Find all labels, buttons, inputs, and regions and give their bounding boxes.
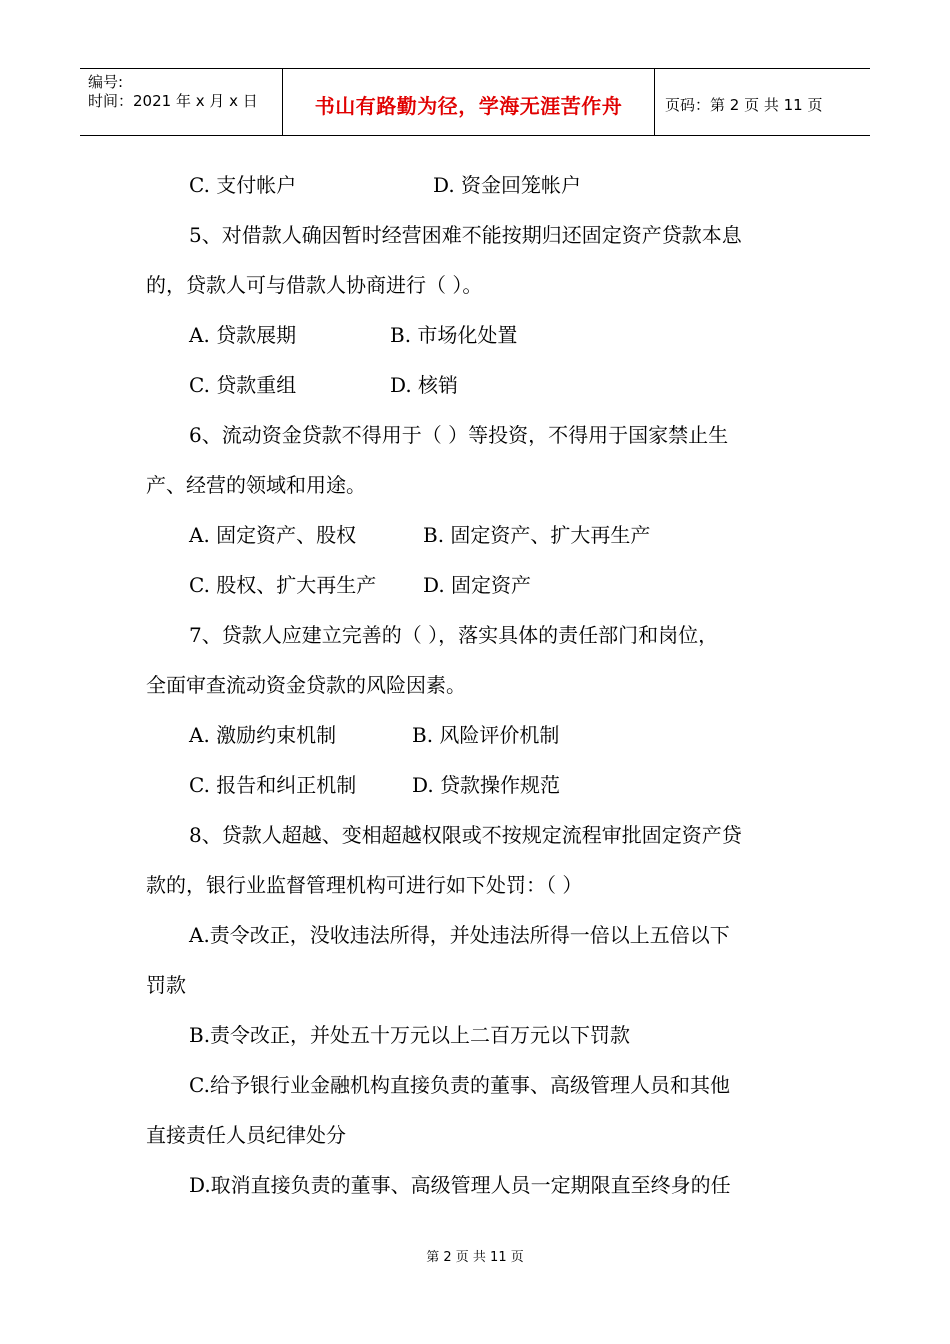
text-line: B.责令改正，并处五十万元以上二百万元以下罚款 (189, 1023, 631, 1047)
document-time: 时间：2021 年 x 月 x 日 (88, 92, 258, 110)
header-motto-cell (283, 69, 655, 135)
option-line (146, 310, 806, 360)
text-line: 产、经营的领域和用途。 (146, 473, 366, 497)
answer-option: A. 固定资产、股权 (189, 523, 357, 547)
answer-option: B. 市场化处置 (390, 323, 518, 347)
option-line (146, 560, 806, 610)
text-line: 5、对借款人确因暂时经营困难不能按期归还固定资产贷款本息 (189, 223, 742, 247)
option-line (146, 160, 806, 210)
answer-option: A. 激励约束机制 (189, 723, 337, 747)
text-line: A.责令改正，没收违法所得，并处违法所得一倍以上五倍以下 (189, 923, 730, 947)
document-body (146, 160, 806, 1210)
answer-option: B. 固定资产、扩大再生产 (423, 523, 651, 547)
text-line: C.给予银行业金融机构直接负责的董事、高级管理人员和其他 (189, 1073, 730, 1097)
header-meta (80, 69, 283, 135)
answer-option: D. 资金回笼帐户 (433, 173, 582, 197)
answer-option: C. 贷款重组 (189, 373, 297, 397)
page-header (80, 68, 870, 136)
page-footer: 第 2 页 共 11 页 (426, 1250, 524, 1265)
answer-option: C. 支付帐户 (189, 173, 297, 197)
answer-option: D. 固定资产 (423, 573, 532, 597)
answer-option: D. 贷款操作规范 (412, 773, 561, 797)
answer-option: C. 报告和纠正机制 (189, 773, 357, 797)
option-line (146, 710, 806, 760)
option-line (146, 510, 806, 560)
answer-option: C. 股权、扩大再生产 (189, 573, 377, 597)
header-page-info-cell (655, 69, 870, 135)
answer-option: D. 核销 (390, 373, 459, 397)
text-line: D.取消直接负责的董事、高级管理人员一定期限直至终身的任 (189, 1173, 731, 1197)
text-line: 直接责任人员纪律处分 (146, 1123, 346, 1147)
answer-option: A. 贷款展期 (189, 323, 297, 347)
text-line: 款的，银行业监督管理机构可进行如下处罚：（ ） (146, 873, 583, 897)
text-line: 的，贷款人可与借款人协商进行（ ）。 (146, 273, 483, 297)
text-line: 全面审查流动资金贷款的风险因素。 (146, 673, 466, 697)
answer-option: B. 风险评价机制 (412, 723, 560, 747)
option-line (146, 760, 806, 810)
header-page-info: 页码：第 2 页 共 11 页 (665, 95, 823, 114)
text-line: 6、流动资金贷款不得用于（ ）等投资，不得用于国家禁止生 (189, 423, 729, 447)
text-line: 罚款 (146, 973, 186, 997)
document-number-label: 编号: (88, 73, 124, 91)
option-line (146, 360, 806, 410)
text-line: 8、贷款人超越、变相超越权限或不按规定流程审批固定资产贷 (189, 823, 742, 847)
text-line: 7、贷款人应建立完善的（ ），落实具体的责任部门和岗位， (189, 623, 719, 647)
header-motto: 书山有路勤为径，学海无涯苦作舟 (314, 93, 623, 118)
